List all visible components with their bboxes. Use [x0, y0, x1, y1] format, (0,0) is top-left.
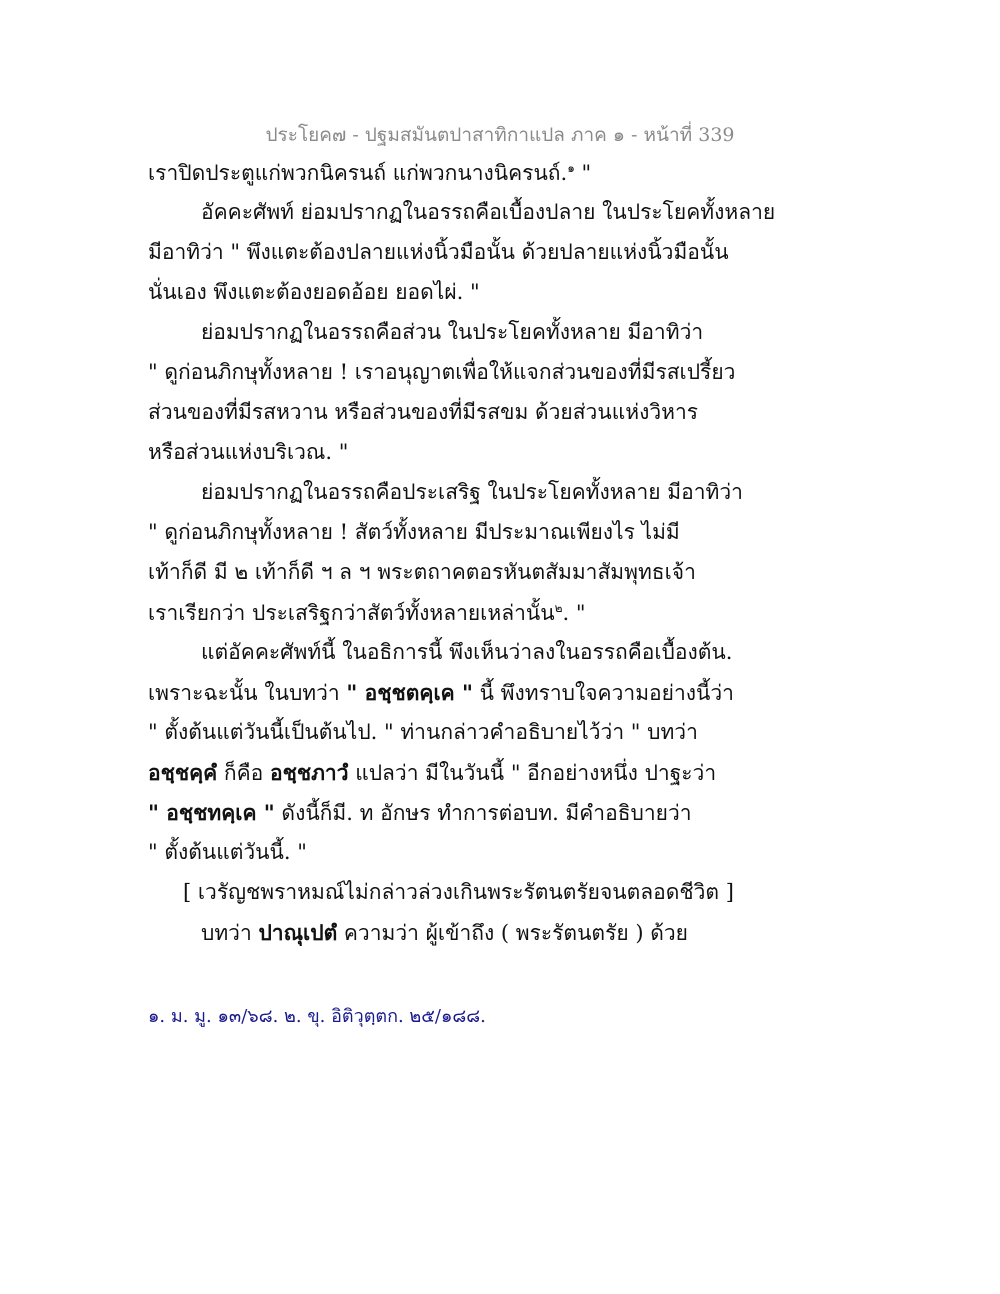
page-header: ประโยค๗ - ปฐมสมันตปาสาทิกาแปล ภาค ๑ - หน้าที่ 339: [265, 124, 735, 146]
line-text: เพราะฉะนั้น ในบทว่า: [148, 681, 340, 705]
text-line-9: ย่อมปรากฏในอรรถคือประเสริฐ ในประโยคทั้งหลาย มีอาทิว่า: [201, 480, 743, 504]
line-text: . ": [562, 601, 586, 625]
text-line-10: " ดูก่อนภิกษุทั้งหลาย ! สัตว์ทั้งหลาย มีประมาณเพียงไร ไม่มี: [148, 520, 680, 544]
line-text: ความว่า ผู้เข้าถึง ( พระรัตนตรัย ) ด้วย: [337, 921, 688, 945]
text-line-16: [148, 762, 868, 784]
text-line-8: หรือส่วนแห่งบริเวณ. ": [148, 440, 349, 464]
text-line-3: มีอาทิว่า " พึงแตะต้องปลายแห่งนิ้วมือนั้น ด้วยปลายแห่งนิ้วมือนั้น: [148, 240, 729, 264]
pali-term: ปาณุเปตํ: [258, 920, 338, 945]
section-heading: [ เวรัญชพราหมณ์ไม่กล่าวล่วงเกินพระรัตนตรัยจนตลอดชีวิต ]: [183, 880, 734, 904]
text-line-14: [148, 682, 868, 704]
footnote: ๑. ม. มู. ๑๓/๖๘. ๒. ขุ. อิติวุตฺตก. ๒๕/๑๘๘.: [148, 1006, 486, 1027]
text-line-2: อัคคะศัพท์ ย่อมปรากฏในอรรถคือเบื้องปลาย ในประโยคทั้งหลาย: [201, 200, 776, 224]
text-line-5: ย่อมปรากฏในอรรถคือส่วน ในประโยคทั้งหลาย มีอาทิว่า: [201, 320, 704, 344]
line-text: ": [574, 161, 592, 185]
line-text: บทว่า: [201, 921, 252, 945]
text-line-7: ส่วนของที่มีรสหวาน หรือส่วนของที่มีรสขม ด้วยส่วนแห่งวิหาร: [148, 400, 699, 424]
text-line-19: [201, 922, 921, 944]
text-line-6: " ดูก่อนภิกษุทั้งหลาย ! เราอนุญาตเพื่อให้แจกส่วนของที่มีรสเปรี้ยว: [148, 360, 736, 384]
pali-term: อชฺชคฺคํ: [148, 760, 218, 785]
line-text: เราปิดประตูแก่พวกนิครนถ์ แก่พวกนางนิครนถ์.: [148, 161, 568, 185]
footnote-ref: ๒: [554, 601, 563, 615]
line-text: ก็คือ: [223, 761, 264, 785]
line-text: แปลว่า มีในวันนี้ " อีกอย่างหนึ่ง ปาฐะว่า: [348, 761, 717, 785]
footnote-ref: ๑: [567, 161, 575, 175]
text-line-18: " ตั้งต้นแต่วันนี้. ": [148, 840, 307, 864]
text-line-12: [148, 602, 868, 624]
text-line-13: แต่อัคคะศัพท์นี้ ในอธิการนี้ พึงเห็นว่าลงในอรรถคือเบื้องต้น.: [201, 640, 733, 664]
text-line-11: เท้าก็ดี มี ๒ เท้าก็ดี ฯ ล ฯ พระตถาคตอรหันตสัมมาสัมพุทธเจ้า: [148, 560, 696, 584]
pali-term: อชฺชภาวํ: [269, 760, 349, 785]
line-text: นี้ พึงทราบใจความอย่างนี้ว่า: [472, 681, 734, 705]
line-text: ดังนี้ก็มี. ท อักษร ทำการต่อบท. มีคำอธิบายว่า: [274, 801, 692, 825]
text-line-1: [148, 162, 868, 184]
pali-term: " อชฺชทคฺเค ": [148, 800, 275, 825]
text-line-4: นั่นเอง พึงแตะต้องยอดอ้อย ยอดไผ่. ": [148, 280, 480, 304]
line-text: เราเรียกว่า ประเสริฐกว่าสัตว์ทั้งหลายเหล่านั้น: [148, 601, 555, 625]
pali-term: " อชฺชตคฺเค ": [346, 680, 473, 705]
text-line-17: [148, 802, 868, 824]
text-line-15: " ตั้งต้นแต่วันนี้เป็นต้นไป. " ท่านกล่าวคำอธิบายไว้ว่า " บทว่า: [148, 720, 698, 744]
